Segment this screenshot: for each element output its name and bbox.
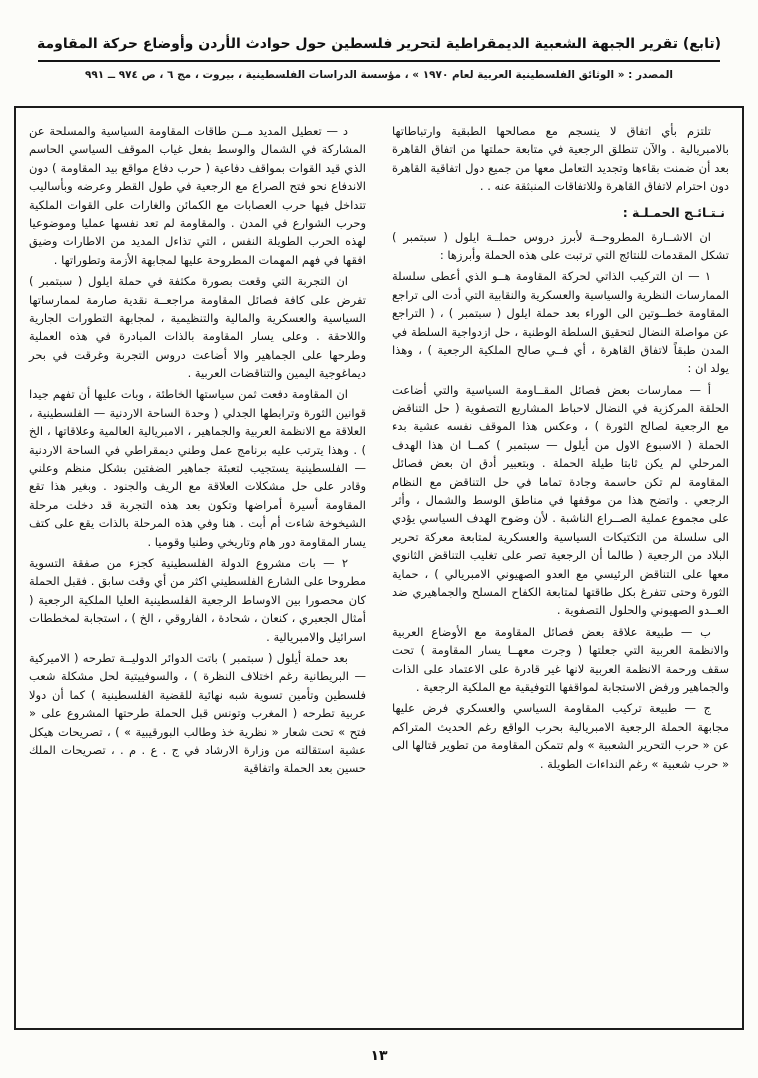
list-item-b: ب — طبيعة علاقة بعض فصائل المقاومة مع الأوضاع العربية والانظمة العربية التي جعلتها ( وجرت معهــا يسار المقاومة ) تحت سقف ورحمة الانظمة العربية لانها غير قادرة على الاعتماد على الذات والجماهير ورفض الاستجابة لمواقفها التوفيقية مع الملكية الرجعية .	[392, 624, 729, 694]
paragraph: ان التجربة التي وقعت بصورة مكثفة في حملة ايلول ( سبتمبر ) تفرض على كافة فصائل المقاومة مراجعــة نقدية صارمة لممارساتها السياسية والعسكرية والمالية والتنظيمية ، لمجابهة التطورات الجارية واللاحقة . وعلى يسار المقاومة بالذات المبادرة في هذه العملية وطرحها على الجماهير والا أضاعت دروس التجربة وغرقت في بحر ديماغوجية اليمين والتناقضات العربية .	[29, 274, 366, 381]
list-item-2: ٢ — بات مشروع الدولة الفلسطينية كجزء من صفقة التسوية مطروحا على الشارع الفلسطيني اكثر من أي وقت سابق . فقبل الحملة كان محصورا بين الاوساط الرجعية الفلسطينية العليا الملكية الرجعية ( أمثال الجعبري ، كنعان ، شحادة ، الفاروقي ، الخ ) ، استجابة لمخططات اسرائيل والامبريالية .	[29, 555, 366, 644]
paragraph-continuation: تلتزم بأي اتفاق لا ينسجم مع مصالحها الطبقية وارتباطاتها بالامبريالية . والآن تنطلق الرجعية في متابعة حملتها من اتفاق القاهرة بعد أن ضمنت بقاءها وتجديد التعامل معها من جميع دول اتفاقية القاهرة دون احترام لاتفاق القاهرة وللاتفاقات المنبثقة عنه . .	[392, 124, 729, 194]
list-item-c: ج — طبيعة تركيب المقاومة السياسي والعسكري فرض عليها مجابهة الحملة الرجعية الامبريالية بحرب الواقع رغم الحديث المتراكم عن « حرب التحرير الشعبية » ولم تتمكن المقاومة من تطوير قتالها الى « حرب شعبية » رغم النداءات الطويلة .	[392, 701, 729, 771]
header-divider	[38, 60, 720, 62]
page-number: ١٣	[370, 1048, 388, 1064]
page-footer	[0, 1045, 758, 1064]
column-left	[29, 122, 366, 1018]
list-item-d: د — تعطيل المديد مــن طاقات المقاومة السياسية والمسلحة عن المشاركة في الشمال والوسط بفعل غياب الموقف السياسي الحاسم الذي قيد القوات بمواقف دفاعية ( حرب دفاع مواقع بيد المقاومة ) دون الاندفاع نحو فتح الصراع مع الرجعية في طول القطر وعرضه وبأساليب تتداخل فيها حرب العصابات مع الكمائن والغارات على القوات الملكية وحرب الشوارع في المدن . والمقاومة لم تعد نفسها عمليا وموضوعيا لهذه الحرب الطويلة النفس ، التي تذاءل المديد من الاطارات وضيق افقها في فهم المهمات المطروحة عليها لمجابهة الأزمة وتطوراتها .	[29, 124, 366, 267]
list-item-1: ١ — ان التركيب الذاتي لحركة المقاومة هــو الذي أعطى سلسلة الممارسات النظرية والسياسية والعسكرية والنقابية التي أدت الى تراجع المقاومة خطــوتين الى الوراء بعد حملة ايلول ( سبتمبر ) ، ( التراجع عن مواصلة النضال لتحقيق السلطة الوطنية ، حل ازدواجية السلطة في المدن طبقاً لاتفاق القاهرة ، أي فــي صالح الملكية الرجعية ) ، وهذا يولد ان :	[392, 269, 729, 376]
page-title: (تابع) تقرير الجبهة الشعبية الديمقراطية لتحرير فلسطين حول حوادث الأردن وأوضاع حركة المقاومة	[37, 36, 721, 52]
section-heading-results: نـتـائـج الحمـلـة :	[622, 204, 725, 220]
document-source: المصدر : « الوثائق الفلسطينية العربية لعام ١٩٧٠ » ، مؤسسة الدراسات الفلسطينية ، بيروت ، مج ٦ ، ص ٩٧٤ ــ ٩٩١	[84, 69, 674, 81]
content-box	[14, 106, 744, 1030]
list-item-a: أ — ممارسات بعض فصائل المقــاومة السياسية والتي أضاعت الحلقة المركزية في النضال لاحباط المشاريع التصفوية ( حل التناقض مع الرجعية لصالح الثورة ) ، وعكس هذا الموقف نفسه عشية بدء الحملة ( الاسبوع الاول من أيلول — سبتمبر ) كمــا ان هذا الهدف المرحلي لم يكن ثابتا طيلة الحملة . وبتعبير أدق ان بعض فصائل المقاومة لم تكن حاسمة وجادة تماما في حل التناقض مع النظام الرجعي . واتضح هذا من موقفها في مناطق الوسط والشمال ، وأثر على مجموع عملية الصــراع الناشبة . لأن وضوح الهدف السياسي يؤدي الى سلسلة من التكتيكات السياسية والعسكرية لمتابعة معركة تحرير البلاد من الرجعية ( طالما أن الرجعية تصر على تغليب التناقض الثانوي معها على التناقض الرئيسي مع العدو الصهيوني الامبريالي ) ، حماية الثورة وحتى تتفرغ بكل طاقتها لمتابعة الكفاح المسلح والجماهيري ضد العــدو الصهيوني والحلول التصفوية .	[392, 382, 729, 618]
document-header	[0, 0, 758, 81]
paragraph: بعد حملة أيلول ( سبتمبر ) باتت الدوائر الدوليــة تطرحه ( الاميركية — البريطانية رغم اختلاف النظرة ) ، والسوفييتية لحل مشكلة شعب فلسطين وتأمين تسوية شبه نهائية للقضية الفلسطينية ) كما أن دولا عربية تطرحه ( المغرب وتونس قبل الحملة طرحتها المشروع على « فتح » تحت شعار « نظرية خذ وطالب البورقيبية » ) ، تصريحات هيكل عشية استقالته من وزارة الارشاد في ج . ع . م . ، تصريحات الملك حسين بعد الحملة واتفاقية	[29, 650, 366, 776]
paragraph-lead: ان الاشــارة المطروحــة لأبرز دروس حملــة ايلول ( سبتمبر ) تشكل المقدمات للنتائج التي ترتبت على هذه الحملة وأبرزها :	[392, 229, 729, 262]
paragraph: ان المقاومة دفعت ثمن سياستها الخاطئة ، وبات عليها أن تفهم جيدا قوانين الثورة وترابطها الجدلي ( وحدة الساحة الاردنية — الفلسطينية ، العلاقة مع الانظمة العربية والجماهير ، الامبريالية العالمية وعلاقاتها ، الخ ) . وهذا يترتب عليه برنامج عمل وطني ديمقراطي في الساحة الاردنية — الفلسطينية يستجيب لتعبئة جماهير الضفتين بشكل منظم وعلني وقادر على حل مشكلات العلاقة مع الريف والجنود . وبغير هذا تقع المقاومة أسيرة أمراضها وتكون بعد هذه التجربة قد دخلت مرحلة الشيخوخة شاءت أم أبت . هنا وفي هذه المرحلة بالذات يقع على كتف يسار المقاومة دور هام وتاريخي وطنيا وقوميا .	[29, 387, 366, 549]
column-right	[392, 122, 729, 1018]
